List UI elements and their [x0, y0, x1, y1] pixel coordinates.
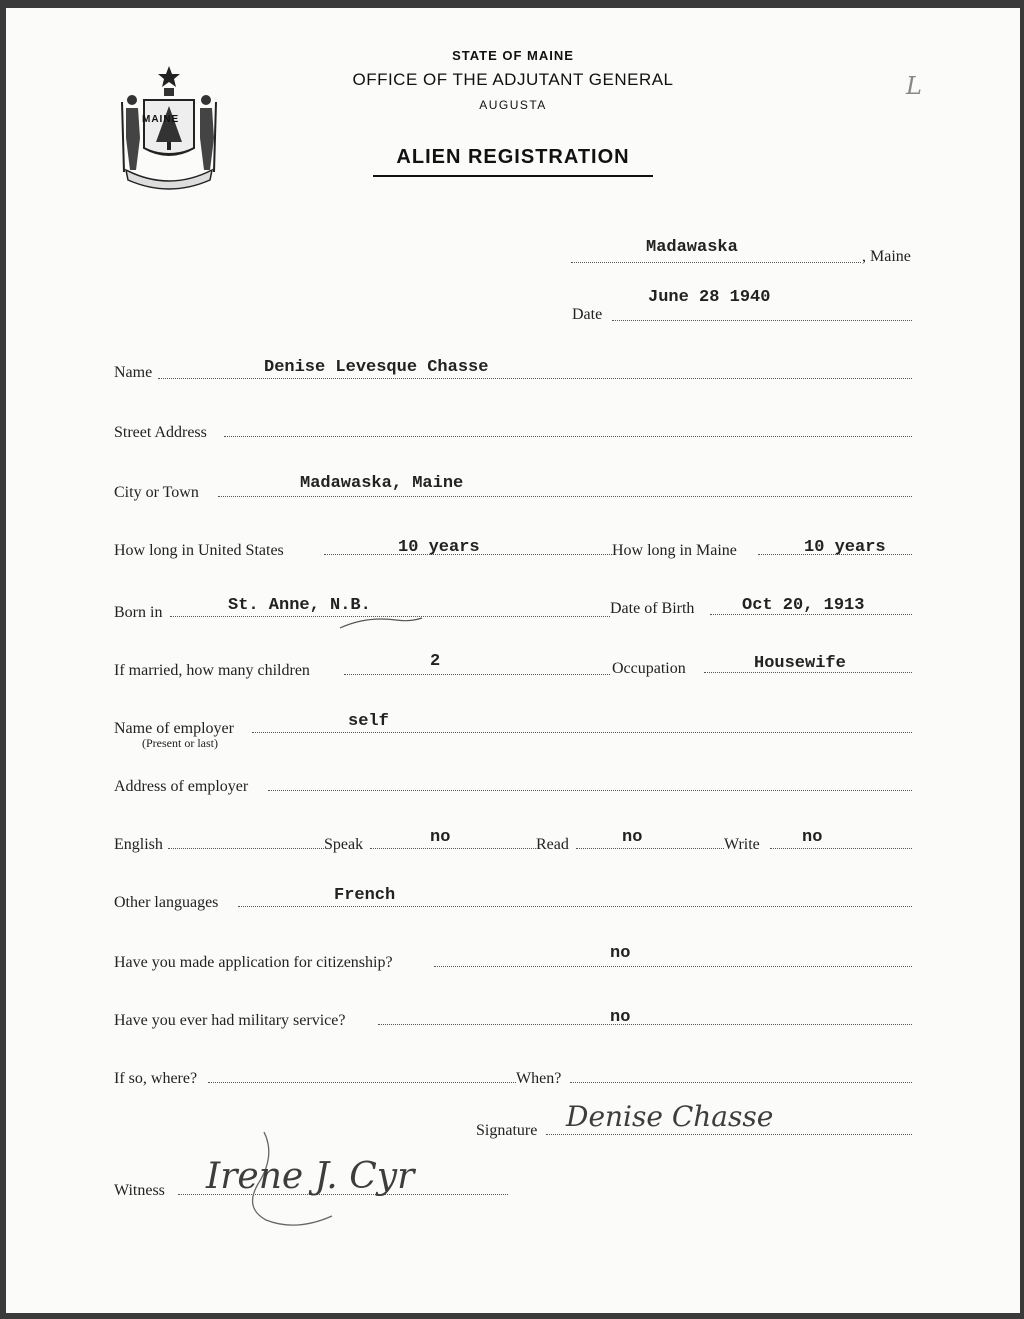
name-label: Name [114, 364, 153, 381]
place-value: Madawaska [646, 238, 738, 257]
dob-label: Date of Birth [610, 600, 695, 617]
city-label: City or Town [114, 484, 199, 501]
city-value: Madawaska, Maine [300, 474, 464, 493]
english-line [168, 848, 324, 849]
other-languages-label: Other languages [114, 894, 219, 911]
citizenship-label: Have you made application for citizenship? [114, 954, 393, 971]
us-duration-label: How long in United States [114, 542, 284, 559]
write-label: Write [724, 836, 760, 853]
pen-stroke-icon [336, 612, 426, 634]
maine-duration-value: 10 years [804, 538, 886, 557]
witness-label: Witness [114, 1182, 165, 1199]
speak-label: Speak [324, 836, 364, 853]
employer-value: self [348, 712, 389, 731]
city-heading: AUGUSTA [479, 98, 547, 112]
when-label: When? [516, 1070, 562, 1087]
date-label: Date [572, 306, 603, 323]
employer-address-label: Address of employer [114, 778, 249, 795]
name-line [158, 378, 912, 379]
occupation-label: Occupation [612, 660, 686, 677]
street-address-line [224, 436, 912, 437]
children-label: If married, how many children [114, 662, 310, 679]
read-line [576, 848, 724, 849]
date-value: June 28 1940 [648, 288, 771, 307]
read-label: Read [536, 836, 569, 853]
dob-value: Oct 20, 1913 [742, 596, 865, 615]
date-line [612, 320, 912, 321]
seal-banner-label: MAINE [142, 114, 180, 125]
military-line [378, 1024, 912, 1025]
name-value: Denise Levesque Chasse [264, 358, 489, 377]
military-value: no [610, 1008, 631, 1027]
occupation-value: Housewife [754, 654, 846, 673]
born-in-value: St. Anne, N.B. [228, 596, 371, 615]
employer-sublabel: (Present or last) [142, 736, 218, 750]
write-value: no [802, 828, 823, 847]
signature-value: Denise Chasse [566, 1100, 774, 1133]
state-heading: STATE OF MAINE [452, 48, 574, 63]
employer-line [252, 732, 912, 733]
when-line [570, 1082, 912, 1083]
citizenship-value: no [610, 944, 631, 963]
children-line [344, 674, 610, 675]
speak-value: no [430, 828, 451, 847]
where-line [208, 1082, 516, 1083]
employer-label: Name of employer [114, 720, 234, 737]
office-heading: OFFICE OF THE ADJUTANT GENERAL [352, 70, 674, 89]
other-languages-value: French [334, 886, 396, 905]
maine-duration-label: How long in Maine [612, 542, 737, 559]
place-line [571, 262, 861, 263]
us-duration-value: 10 years [398, 538, 480, 557]
form-title: ALIEN REGISTRATION [373, 146, 653, 177]
employer-address-line [268, 790, 912, 791]
born-in-label: Born in [114, 604, 163, 621]
corner-checkmark: L [906, 72, 922, 100]
witness-value: Irene J. Cyr [206, 1156, 415, 1197]
where-label: If so, where? [114, 1070, 198, 1087]
write-line [770, 848, 912, 849]
citizenship-line [434, 966, 912, 967]
registration-form [6, 8, 1020, 1313]
signature-line [546, 1134, 912, 1135]
english-label: English [114, 836, 163, 853]
military-label: Have you ever had military service? [114, 1012, 346, 1029]
street-address-label: Street Address [114, 424, 207, 441]
read-value: no [622, 828, 643, 847]
speak-line [370, 848, 536, 849]
other-languages-line [238, 906, 912, 907]
signature-label: Signature [476, 1122, 538, 1139]
city-line [218, 496, 912, 497]
children-value: 2 [430, 652, 441, 671]
place-suffix: , Maine [862, 248, 911, 265]
